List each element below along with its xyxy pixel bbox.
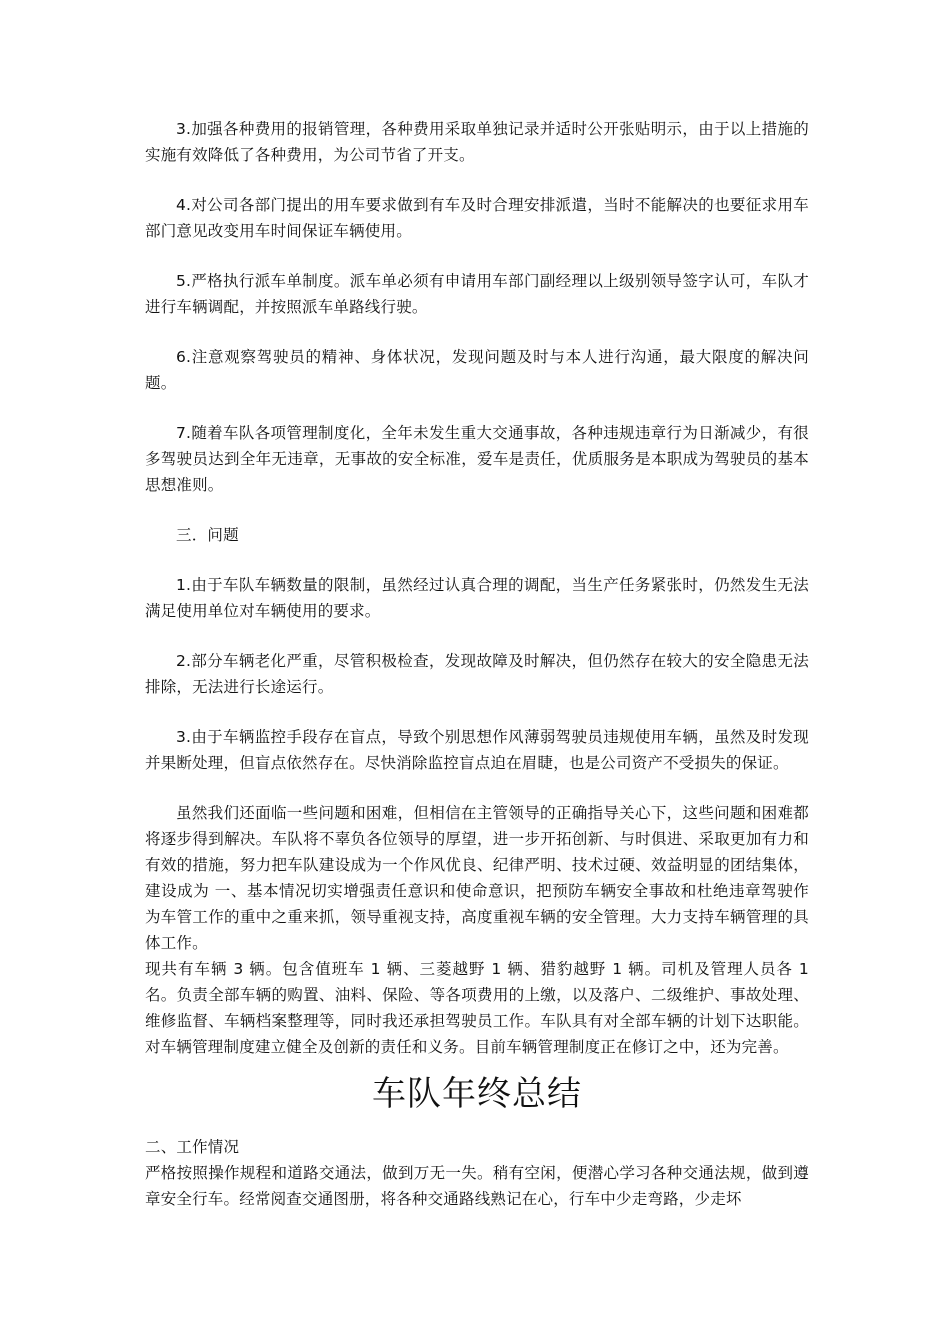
paragraph-expense: 3.加强各种费用的报销管理，各种费用采取单独记录并适时公开张贴明示，由于以上措施的实施有效降低了各种费用，为公司节省了开支。	[145, 120, 809, 164]
paragraph-problem-3: 3.由于车辆监控手段存在盲点，导致个别思想作风薄弱驾驶员违规使用车辆，虽然及时发现并果断处理，但盲点依然存在。尽快消除监控盲点迫在眉睫，也是公司资产不受损失的保证。	[145, 728, 809, 772]
section-heading-problems: 三．问题	[176, 526, 239, 544]
paragraph-dispatch-slip: 5.严格执行派车单制度。派车单必须有申请用车部门副经理以上级别领导签字认可，车队才进行车辆调配，并按照派车单路线行驶。	[145, 272, 809, 316]
paragraph-fleet-situation: 现共有车辆 3 辆。包含值班车 1 辆、三菱越野 1 辆、猎豹越野 1 辆。司机及管理人员各 1 名。负责全部车辆的购置、油料、保险、等各项费用的上缴，以及落户、二级维护、事故处理、维修监督、车辆档案整理等，同时我还承担驾驶员工作。车队具有对全部车辆的计划下达职能。对车辆管理制度建立健全及创新的责任和义务。目前车辆管理制度正在修订之中，还为完善。	[145, 960, 809, 1056]
lower-body	[145, 1134, 809, 1212]
paragraph-safety-record: 7.随着车队各项管理制度化，全年未发生重大交通事故，各种违规违章行为日渐减少，有很多驾驶员达到全年无违章，无事故的安全标准，爱车是责任，优质服务是本职成为驾驶员的基本思想准则。	[145, 424, 809, 494]
paragraph-driver-health: 6.注意观察驾驶员的精神、身体状况，发现问题及时与本人进行沟通，最大限度的解决问题。	[145, 348, 809, 392]
paragraph-problem-1: 1.由于车队车辆数量的限制，虽然经过认真合理的调配，当生产任务紧张时，仍然发生无法满足使用单位对车辆使用的要求。	[145, 576, 809, 620]
paragraph-work-situation: 严格按照操作规程和道路交通法，做到万无一失。稍有空闲，便潜心学习各种交通法规，做到遵章安全行车。经常阅查交通图册，将各种交通路线熟记在心，行车中少走弯路，少走坏	[145, 1164, 809, 1208]
section-heading-work: 二、工作情况	[145, 1138, 240, 1156]
document-title: 车队年终总结	[372, 1074, 582, 1114]
paragraph-problem-2: 2.部分车辆老化严重，尽管积极检查，发现故障及时解决，但仍然存在较大的安全隐患无法排除，无法进行长途运行。	[145, 652, 809, 696]
upper-body	[145, 116, 809, 1060]
paragraph-closing: 虽然我们还面临一些问题和困难，但相信在主管领导的正确指导关心下，这些问题和困难都将逐步得到解决。车队将不辜负各位领导的厚望，进一步开拓创新、与时俱进、采取更加有力和有效的措施，努力把车队建设成为一个作风优良、纪律严明、技术过硬、效益明显的团结集体，建设成为 一、基本情况切实增强责任意识和使命意识，把预防车辆安全事故和杜绝违章驾驶作为车管工作的重中之重来抓，领导重视支持，高度重视车辆的安全管理。大力支持车辆管理的具体工作。	[145, 804, 809, 952]
paragraph-dispatch: 4.对公司各部门提出的用车要求做到有车及时合理安排派遣，当时不能解决的也要征求用车部门意见改变用车时间保证车辆使用。	[145, 196, 809, 240]
